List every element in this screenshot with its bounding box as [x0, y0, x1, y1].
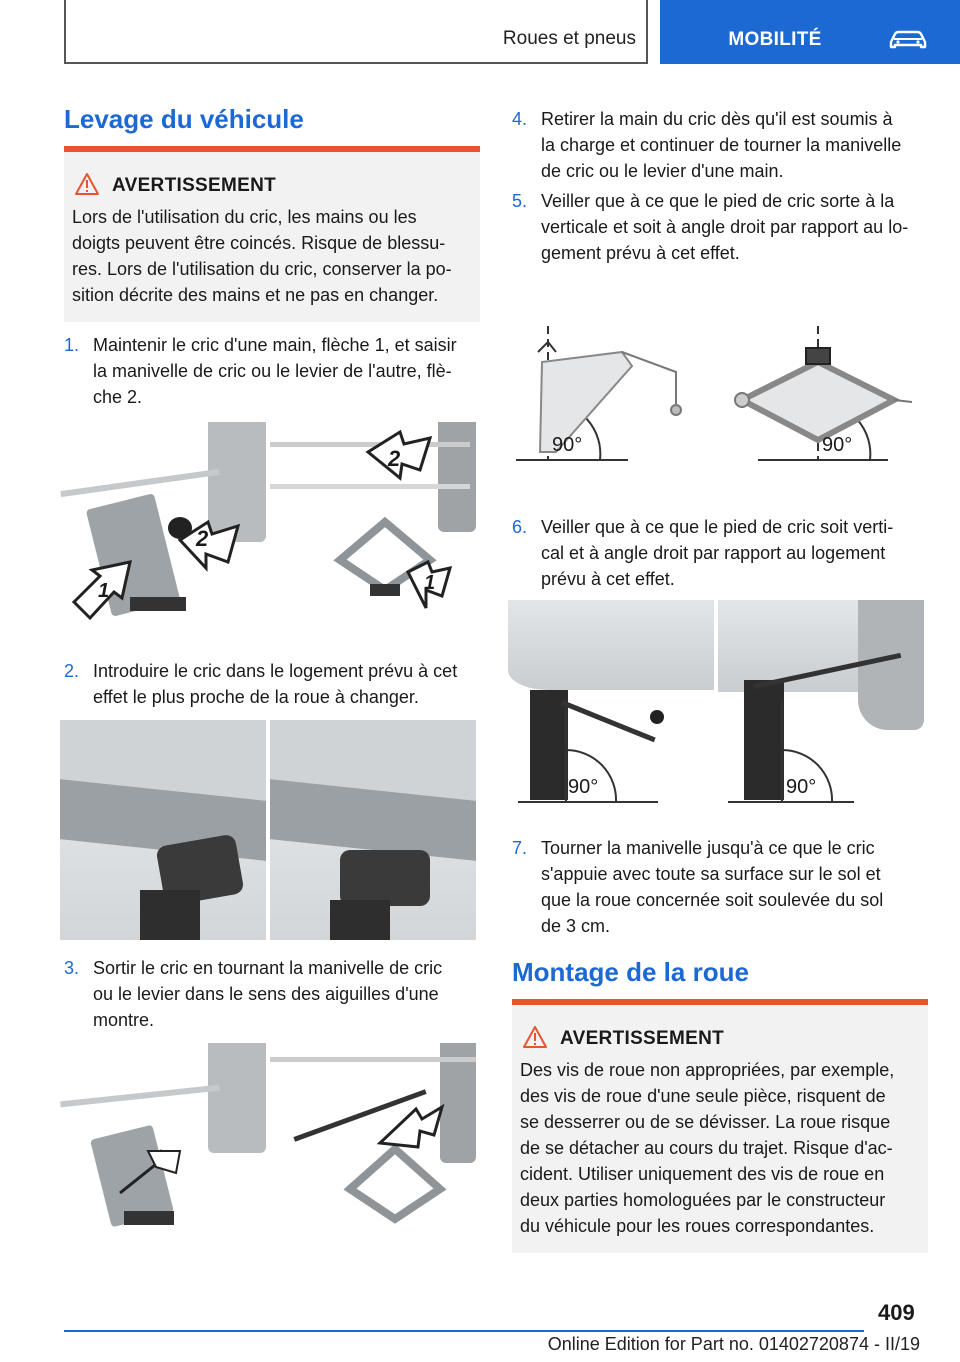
step-number: 2. [64, 661, 80, 681]
step-text: Veiller que à ce que le pied de cric soit verti‐ cal et à angle droit par rapport au logement prévu à cet effet. [541, 517, 894, 589]
warning-label: AVERTISSEMENT [112, 175, 277, 196]
step-number: 5. [512, 191, 528, 211]
figure-jack-handling [60, 422, 476, 622]
angle-label: 90° [822, 434, 853, 456]
step-text: Tourner la manivelle jusqu'à ce que le cric s'appuie avec toute sa surface sur le sol et que la roue concernée soit soulevée du sol de 3 cm. [541, 838, 884, 936]
warning-triangle-icon [522, 1025, 548, 1049]
angle-label: 90° [786, 776, 817, 798]
car-icon [888, 28, 928, 50]
header-section-title: Roues et pneus [502, 28, 636, 49]
figure-jack-vertical-photo [508, 600, 924, 804]
footer-rule [64, 1330, 864, 1332]
warning-label: AVERTISSEMENT [560, 1028, 725, 1049]
step-number: 1. [64, 335, 80, 355]
warning-box [64, 152, 480, 322]
warning-triangle-icon [74, 172, 100, 196]
step-text: Veiller que à ce que le pied de cric sorte à la verticale et soit à angle droit par rapport au lo‐ gement prévu à cet effet. [541, 191, 909, 263]
step-number: 7. [512, 838, 528, 858]
step-number: 4. [512, 109, 528, 129]
callout-label: 2 [196, 526, 209, 551]
callout-label: 1 [424, 572, 436, 594]
figure-jack-turning [60, 1043, 476, 1235]
step-number: 6. [512, 517, 528, 537]
step-number: 3. [64, 958, 80, 978]
page-number: 409 [878, 1300, 915, 1325]
callout-label: 1 [98, 580, 110, 602]
section-title-lifting: Levage du véhicule [64, 104, 304, 134]
warning-box [512, 1005, 928, 1253]
step-text: Maintenir le cric d'une main, flèche 1, et saisir la manivelle de cric ou le levier de l'autre, flè‐ che 2. [93, 335, 457, 407]
footer-edition: Online Edition for Part no. 01402720874 - II/19 [547, 1334, 920, 1354]
step-text: Sortir le cric en tournant la manivelle de cric ou le levier dans le sens des aiguilles d'une montre. [93, 958, 443, 1030]
warning-text: Des vis de roue non appropriées, par exemple, des vis de roue d'une seule pièce, risquent de se desserrer ou de se dévisser. La roue risque de se détacher au cours du trajet. Risque d'ac‐ cident. Utiliser uniquement des vis de roue en deux parties homologuées par le constructeur du véhicule pour les roues correspondantes. [520, 1060, 895, 1236]
callout-label: 2 [388, 446, 401, 471]
angle-label: 90° [552, 434, 583, 456]
warning-text: Lors de l'utilisation du cric, les mains ou les doigts peuvent être coincés. Risque de blessu‐ res. Lors de l'utilisation du cric, conserver la po‐ sition décrite des mains et ne pas en changer. [72, 207, 452, 305]
step-text: Introduire le cric dans le logement prévu à cet effet le plus proche de la roue à changer. [93, 661, 458, 707]
angle-label: 90° [568, 776, 599, 798]
section-title-wheel-mounting: Montage de la roue [512, 957, 749, 987]
figure-jack-point [60, 720, 476, 940]
header-chapter-title: MOBILITÉ [728, 29, 822, 50]
step-text: Retirer la main du cric dès qu'il est soumis à la charge et continuer de tourner la manivelle de cric ou le levier d'une main. [541, 109, 902, 181]
figure-jack-angle-diagram [512, 322, 928, 468]
